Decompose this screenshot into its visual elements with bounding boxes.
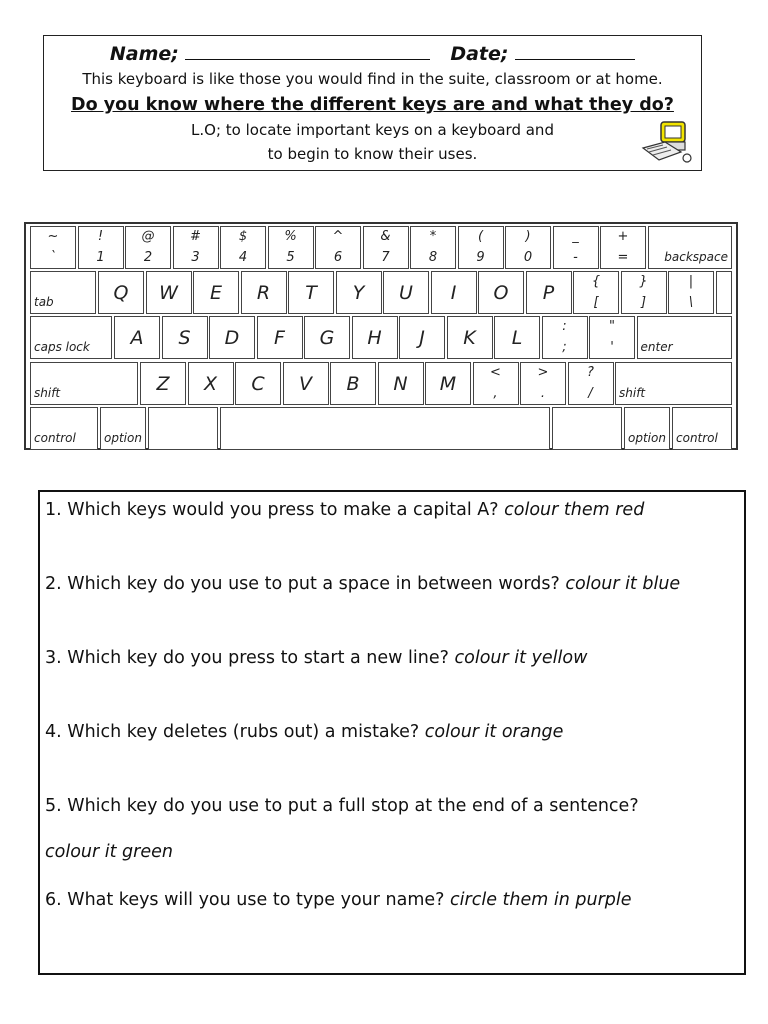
key-letter: T — [305, 281, 317, 304]
key-tab[interactable] — [30, 271, 96, 314]
key-letter: P — [542, 281, 555, 304]
key-9[interactable] — [458, 226, 504, 269]
key-option-left[interactable] — [100, 407, 146, 450]
key-q[interactable] — [98, 271, 144, 314]
key-t[interactable] — [288, 271, 334, 314]
question-instruction: colour it blue — [565, 574, 681, 594]
key-letter: D — [224, 326, 240, 349]
key-option-right[interactable] — [624, 407, 670, 450]
questions-box — [38, 490, 746, 975]
key-symbol: ` — [49, 250, 57, 265]
key-punct2-1[interactable] — [520, 362, 566, 405]
worksheet-question-title: Do you know where the different keys are and what they do? — [71, 95, 674, 115]
key-v[interactable] — [283, 362, 329, 405]
key-shift-symbol: > — [537, 365, 549, 380]
key-7[interactable] — [363, 226, 409, 269]
key-shift-symbol: _ — [572, 229, 579, 244]
key-letter: N — [393, 372, 408, 395]
question-text: 6. What keys will you use to type your name? — [45, 890, 445, 910]
key-3[interactable] — [173, 226, 219, 269]
key-row2-end[interactable] — [716, 271, 733, 314]
learning-objective-line-2: to begin to know their uses. — [267, 145, 478, 163]
key-symbol: , — [493, 386, 498, 401]
key-enter[interactable] — [637, 316, 733, 359]
key-letter: F — [274, 326, 285, 349]
key-symbol: \ — [688, 295, 694, 310]
key-symbol: = — [617, 250, 629, 265]
key-shift-symbol: ? — [587, 365, 594, 380]
key-letter: L — [511, 326, 523, 349]
key-punct-0[interactable] — [542, 316, 588, 359]
key-f[interactable] — [257, 316, 303, 359]
computer-icon — [635, 118, 695, 166]
key-shift-symbol: & — [380, 229, 391, 244]
key-symbol: [ — [593, 295, 599, 310]
key-punct-1[interactable] — [589, 316, 635, 359]
question-5 — [45, 796, 639, 816]
key-bracket-2[interactable] — [668, 271, 714, 314]
key-6[interactable] — [315, 226, 361, 269]
keyboard-diagram — [24, 222, 738, 450]
question-instruction: colour them red — [504, 500, 645, 520]
question-text: 2. Which key do you use to put a space in between words? — [45, 574, 560, 594]
key-label: option — [104, 431, 142, 445]
key-control-left[interactable] — [30, 407, 98, 450]
key-k[interactable] — [447, 316, 493, 359]
key-shift-symbol: ~ — [47, 229, 59, 244]
question-instruction: colour it yellow — [454, 648, 588, 668]
question-4 — [45, 722, 563, 742]
key-=[interactable] — [600, 226, 646, 269]
key-letter: X — [203, 372, 218, 395]
key-g[interactable] — [304, 316, 350, 359]
name-blank[interactable] — [185, 42, 430, 60]
key-letter: H — [367, 326, 382, 349]
key-label: backspace — [664, 250, 728, 264]
question-text: 1. Which keys would you press to make a capital A? — [45, 500, 499, 520]
question-instruction: colour it orange — [424, 722, 564, 742]
key-u[interactable] — [383, 271, 429, 314]
key-command-left[interactable] — [148, 407, 218, 450]
key-space[interactable] — [220, 407, 550, 450]
key-e[interactable] — [193, 271, 239, 314]
key-label: shift — [34, 386, 61, 400]
key-symbol: 7 — [381, 250, 390, 265]
key-letter: J — [419, 326, 425, 349]
key-r[interactable] — [241, 271, 287, 314]
key-punct2-0[interactable] — [473, 362, 519, 405]
key-symbol: - — [573, 250, 578, 265]
question-text: 5. Which key do you use to put a full stop at the end of a sentence? — [45, 796, 639, 816]
question-2 — [45, 574, 680, 594]
date-label: Date; — [450, 43, 509, 65]
key-letter: G — [319, 326, 335, 349]
key-h[interactable] — [352, 316, 398, 359]
key-j[interactable] — [399, 316, 445, 359]
key-shift-symbol: * — [429, 229, 437, 244]
key-letter: C — [251, 372, 265, 395]
key-label: shift — [619, 386, 646, 400]
key-label: control — [676, 431, 718, 445]
key-w[interactable] — [146, 271, 192, 314]
key-bracket-0[interactable] — [573, 271, 619, 314]
key-shift-symbol: # — [190, 229, 201, 244]
key-letter: U — [399, 281, 413, 304]
key-symbol: ' — [610, 340, 614, 355]
key-letter: I — [450, 281, 457, 304]
key-p[interactable] — [526, 271, 572, 314]
key-letter: V — [299, 372, 312, 395]
key-letter: O — [493, 281, 509, 304]
key-d[interactable] — [209, 316, 255, 359]
question-1 — [45, 500, 644, 520]
key-symbol: 5 — [286, 250, 295, 265]
key-i[interactable] — [431, 271, 477, 314]
question-instruction: circle them in purple — [450, 890, 632, 910]
key-shift-symbol: + — [617, 229, 629, 244]
key-letter: M — [439, 372, 457, 395]
key-shift-symbol: < — [490, 365, 501, 380]
worksheet-header — [43, 35, 702, 171]
key--[interactable] — [553, 226, 599, 269]
key-8[interactable] — [410, 226, 456, 269]
key-n[interactable] — [378, 362, 424, 405]
key-symbol: 2 — [143, 250, 153, 265]
key-c[interactable] — [235, 362, 281, 405]
key-b[interactable] — [330, 362, 376, 405]
key-shift-symbol: @ — [141, 229, 155, 244]
key-command-right[interactable] — [552, 407, 622, 450]
key-s[interactable] — [162, 316, 208, 359]
key-a[interactable] — [114, 316, 160, 359]
key-shift-symbol: % — [284, 229, 297, 244]
key-symbol: 8 — [428, 250, 438, 265]
key-shift-left[interactable] — [30, 362, 138, 405]
key-symbol: 0 — [523, 250, 533, 265]
key-letter: S — [178, 326, 191, 349]
question-5-continued — [45, 842, 173, 862]
key-label: control — [34, 431, 76, 445]
key-letter: K — [463, 326, 476, 349]
key-symbol: ] — [640, 295, 647, 310]
key-bracket-1[interactable] — [621, 271, 667, 314]
key-control-right[interactable] — [672, 407, 732, 450]
question-6 — [45, 890, 632, 910]
key-m[interactable] — [425, 362, 471, 405]
key-letter: E — [209, 281, 222, 304]
question-text: 4. Which key deletes (rubs out) a mistake? — [45, 722, 420, 742]
key-letter: B — [346, 372, 360, 395]
key-shift-symbol: ( — [477, 229, 484, 244]
key-shift-symbol: " — [609, 319, 615, 334]
key-l[interactable] — [494, 316, 540, 359]
key-symbol: 1 — [96, 250, 105, 265]
key-letter: A — [130, 326, 144, 349]
name-label: Name; — [109, 43, 179, 65]
question-text: 3. Which key do you press to start a new line? — [45, 648, 449, 668]
key-label: caps lock — [34, 340, 90, 354]
key-label: option — [628, 431, 666, 445]
key-label: enter — [640, 340, 673, 354]
key-shift-symbol: ) — [525, 229, 531, 244]
key-2[interactable] — [125, 226, 171, 269]
key-shift-symbol: : — [562, 319, 567, 334]
key-letter: W — [159, 281, 178, 304]
key-z[interactable] — [140, 362, 186, 405]
name-date-line — [44, 42, 701, 65]
key-shift-right[interactable] — [615, 362, 732, 405]
key-symbol: 3 — [191, 250, 200, 265]
key-1[interactable] — [78, 226, 124, 269]
key-symbol: 9 — [476, 250, 485, 265]
key-4[interactable] — [220, 226, 266, 269]
intro-text: This keyboard is like those you would find in the suite, classroom or at home. — [82, 70, 663, 88]
key-`[interactable] — [30, 226, 76, 269]
key-shift-symbol: } — [639, 274, 648, 289]
key-letter: Y — [352, 281, 365, 304]
key-symbol: ; — [562, 340, 567, 355]
key-symbol: 4 — [238, 250, 248, 265]
key-letter: R — [256, 281, 271, 304]
key-letter: Q — [113, 281, 129, 304]
key-5[interactable] — [268, 226, 314, 269]
key-letter: Z — [156, 372, 170, 395]
key-symbol: / — [588, 386, 593, 401]
key-shift-symbol: ! — [97, 229, 104, 244]
date-blank[interactable] — [515, 42, 635, 60]
key-symbol: . — [540, 386, 546, 401]
learning-objective-line-1: L.O; to locate important keys on a keyboard and — [191, 121, 554, 139]
key-caps-lock[interactable] — [30, 316, 112, 359]
key-shift-symbol: | — [688, 274, 694, 289]
key-shift-symbol: ^ — [332, 229, 344, 244]
key-backspace[interactable] — [648, 226, 733, 269]
key-o[interactable] — [478, 271, 524, 314]
key-label: tab — [34, 295, 54, 309]
key-shift-symbol: { — [591, 274, 601, 289]
key-punct2-2[interactable] — [568, 362, 614, 405]
key-0[interactable] — [505, 226, 551, 269]
key-x[interactable] — [188, 362, 234, 405]
question-3 — [45, 648, 587, 668]
question-instruction: colour it green — [45, 842, 173, 862]
key-symbol: 6 — [333, 250, 343, 265]
key-y[interactable] — [336, 271, 382, 314]
key-shift-symbol: $ — [238, 229, 248, 244]
